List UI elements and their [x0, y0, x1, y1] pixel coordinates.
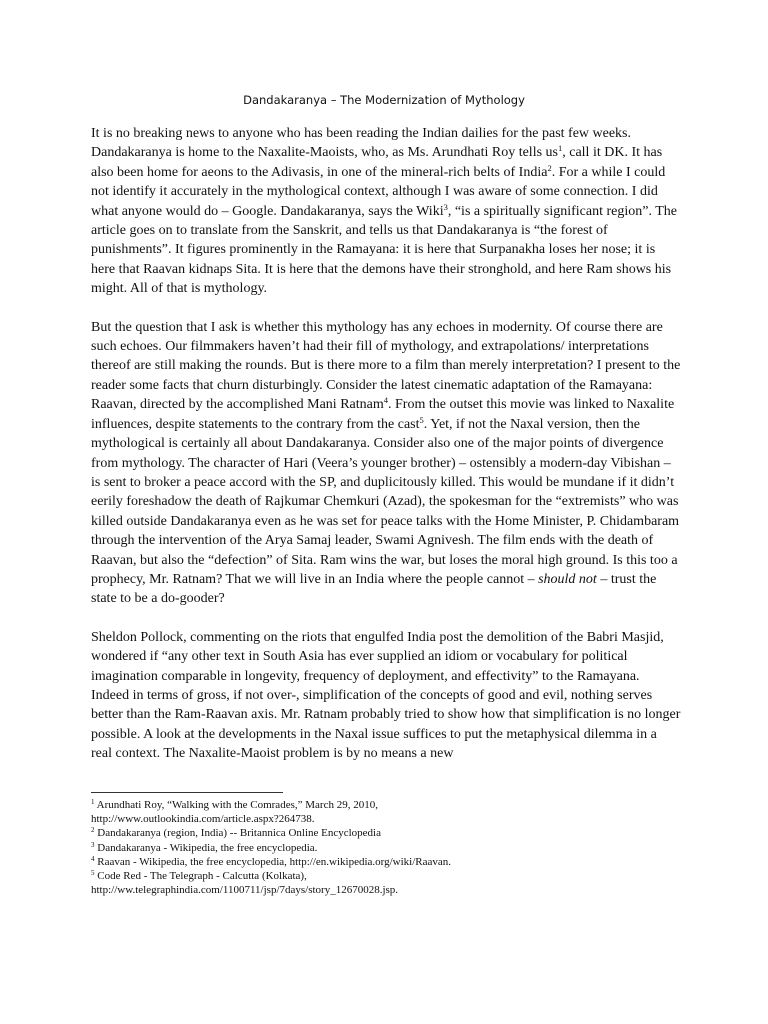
paragraph: [91, 318, 681, 609]
paragraph: [91, 628, 681, 764]
document-body: [91, 124, 681, 783]
paragraph-text: Sheldon Pollock, commenting on the riots that engulfed India post the demolition of the Babri Masjid, wondered if “any other text in South Asia has ever supplied an idiom or vocabulary for political imagination comparable in longevity, frequency of deployment, and effectivity” to the Ramayana. Indeed in terms of gross, if not over-, simplification of the concepts of good and evil, nothing serves better than the Ram-Raavan axis. Mr. Ratnam probably tried to show how that simplification is no longer possible. A look at the developments in the Naxal issue suffices to put the metaphysical dilemma in a real context. The Naxalite-Maoist problem is by no means a new: [91, 629, 681, 762]
footnote-separator: [91, 792, 283, 793]
footnote-number: 4: [91, 854, 95, 863]
footnote: [91, 855, 681, 869]
footnote-number: 1: [91, 798, 95, 806]
footnote-text: http://ww.telegraphindia.com/1100711/jsp/7days/story_12670028.jsp.: [91, 884, 399, 897]
emphasis-text: should not: [538, 571, 597, 587]
footnote-number: 5: [91, 869, 95, 878]
paragraph-text: , call it DK. It has also been home for aeons to the Adivasis, in one of the mineral-rich belts of India: [91, 145, 663, 180]
paragraph: [91, 124, 681, 299]
paragraph-text: It is no breaking news to anyone who has been reading the Indian dailies for the past few weeks. Dandakaranya is home to the Naxalite-Maoists, who, as Ms. Arundhati Roy tells us: [91, 126, 632, 161]
paragraph-text: , “is a spiritually significant region”. The article goes on to translate from the Sanskrit, and tells us that Dandakaranya is “the forest of punishments”. It figures prominently in the Ramayana: it is here that Surpanakha loses her nose; it is here that Raavan kidnaps Sita. It is here that the demons have their stronghold, and here Ram shows his might. All of that is mythology.: [91, 203, 677, 297]
footnote: [91, 869, 681, 897]
footnote-reference: 5: [419, 414, 424, 425]
paragraph-text: But the question that I ask is whether this mythology has any echoes in modernity. Of course there are such echoes. Our filmmakers haven’t had their fill of mythology, and extrapolations/ interpretations thereof are still making the rounds. But is there more to a film than merely interpretation? I present to the reader some facts that churn disturbingly. Consider the latest cinematic adaptation of the Ramayana: Raavan, directed by the accomplished Mani Ratnam: [91, 319, 681, 413]
footnote-text: Dandakaranya - Wikipedia, the free encyclopedia.: [97, 841, 318, 854]
footnote-text: Code Red - The Telegraph - Calcutta (Kolkata),: [97, 870, 307, 883]
footnote-number: 2: [91, 826, 95, 835]
paragraph-text: . From the outset this movie was linked to Naxalite influences, despite statements to the contrary from the cast: [91, 397, 675, 432]
footnote-text: Dandakaranya (region, India) -- Britannica Online Encyclopedia: [97, 827, 381, 840]
document-title: Dandakaranya – The Modernization of Mythology: [243, 93, 525, 107]
paragraph-text: – trust the state to be a do-gooder?: [91, 571, 657, 607]
footnote-reference: 1: [557, 143, 563, 154]
footnote-text: Arundhati Roy, “Walking with the Comrades,” March 29, 2010,: [96, 799, 378, 811]
footnote-reference: 2: [547, 162, 552, 173]
footnote: [91, 798, 681, 826]
footnote: [91, 841, 681, 855]
footnote-number: 3: [91, 840, 95, 849]
paragraph-text: . Yet, if not the Naxal version, then the mythological is certainly all about Dandakaranya. Consider also one of the major points of divergence from mythology. The character of Hari (Veera’s younger brother) – ostensibly a modern-day Vibishan – is sent to broker a peace accord with the SP, and duplicitously killed. This would be mundane if it didn’t eerily foreshadow the death of Rajkumar Chemkuri (Azad), the spokesman for the “extremists” who was killed outside Dandakaranya even as he was set for peace talks with the Home Minister, P. Chidambaram through the intervention of the Arya Samaj leader, Swami Agnivesh. The film ends with the death of Raavan, but also the “defection” of Sita. Ram wins the war, but loses the moral high ground. Is this too a prophecy, Mr. Ratnam? That we will live in an India where the people cannot –: [91, 416, 680, 587]
paragraph-text: . For a while I could not identify it accurately in the mythological context, although I was aware of some connection. I did what anyone would do – Google. Dandakaranya, says the Wiki: [91, 164, 666, 219]
footnote-text: Raavan - Wikipedia, the free encyclopedia, http://en.wikipedia.org/wiki/Raavan.: [97, 855, 452, 868]
footnote-text: http://www.outlookindia.com/article.aspx?264738.: [91, 813, 315, 826]
footnotes: [91, 798, 681, 897]
footnote-reference: 4: [383, 395, 388, 406]
footnote: [91, 826, 681, 840]
footnote-reference: 3: [443, 201, 448, 212]
